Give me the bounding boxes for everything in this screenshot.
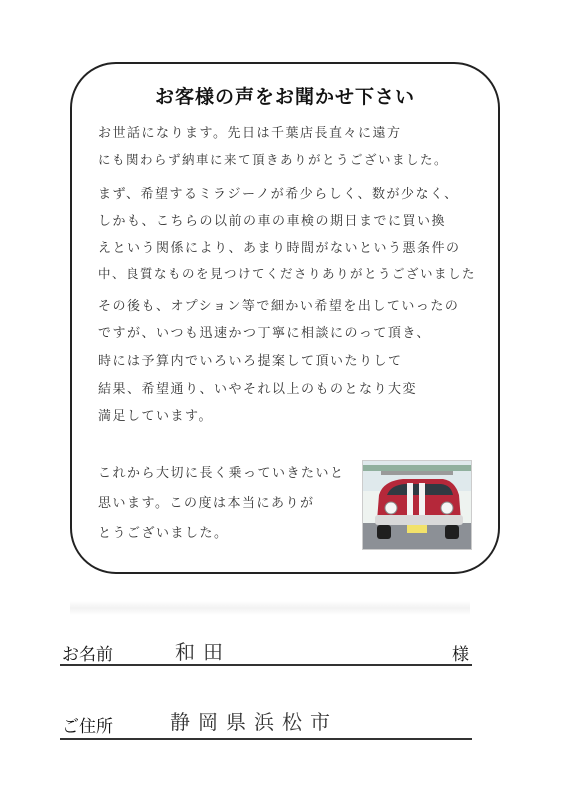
name-suffix: 様 xyxy=(452,645,469,665)
message-line: 時には予算内でいろいろ提案して頂いたりして xyxy=(98,354,403,369)
address-underline xyxy=(60,738,472,740)
message-line: 思います。この度は本当にありが xyxy=(98,496,315,511)
message-line: その後も、オプション等で細かい希望を出していったの xyxy=(98,299,460,314)
message-line: お世話になります。先日は千葉店長直々に遠方 xyxy=(98,126,402,141)
message-line: 満足しています。 xyxy=(98,409,213,424)
card-title: お客様の声をお聞かせ下さい xyxy=(154,86,415,108)
message-line: えという関係により、あまり時間がないという悪条件の xyxy=(98,241,461,256)
message-line: ですが、いつも迅速かつ丁寧に相談にのって頂き、 xyxy=(98,326,431,341)
message-line: 結果、希望通り、いやそれ以上のものとなり大変 xyxy=(98,382,418,397)
message-line: これから大切に長く乗っていきたいと xyxy=(98,466,345,481)
message-line: とうございました。 xyxy=(98,526,229,541)
name-underline xyxy=(60,664,472,666)
name-value: 和田 xyxy=(175,640,231,664)
message-line: 中、良質なものを見つけてくださりありがとうございました xyxy=(98,266,477,281)
name-label: お名前 xyxy=(62,645,113,665)
scan-artifact xyxy=(70,601,470,615)
message-line: しかも、こちらの以前の車の車検の期日までに買い換 xyxy=(98,214,447,229)
car-image xyxy=(363,461,471,549)
address-value: 静岡県浜松市 xyxy=(170,710,338,734)
message-line: にも関わらず納車に来て頂きありがとうございました。 xyxy=(98,152,449,167)
red-car-photo xyxy=(362,460,472,550)
message-line: まず、希望するミラジーノが希少らしく、数が少なく、 xyxy=(98,187,459,202)
address-label: ご住所 xyxy=(62,717,113,737)
